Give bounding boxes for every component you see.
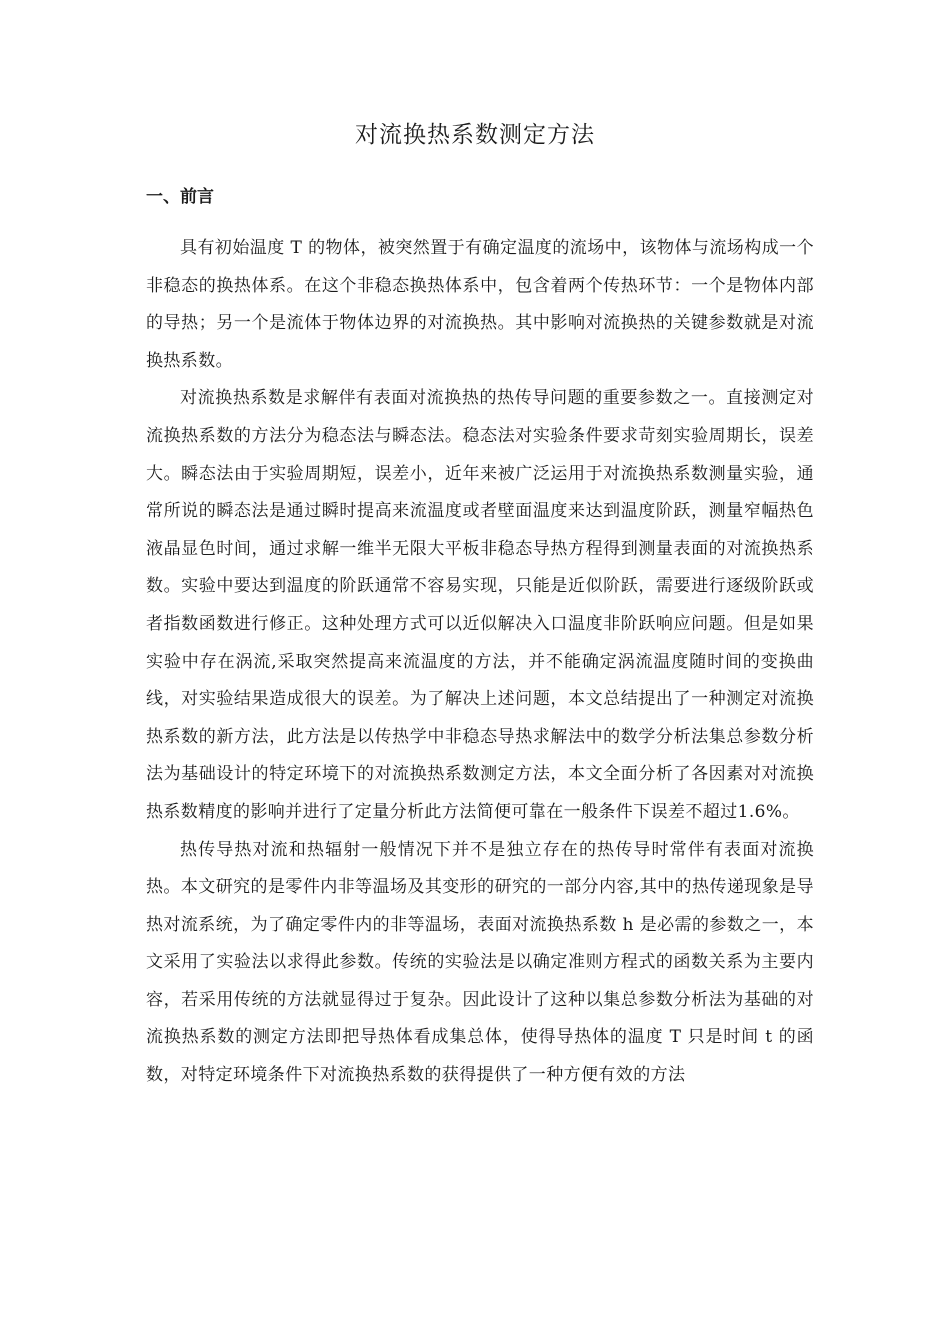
document-title: 对流换热系数测定方法 (355, 122, 595, 148)
section-heading-preface: 一、前言 (146, 187, 214, 207)
paragraph-2: 对流换热系数是求解伴有表面对流换热的热传导问题的重要参数之一。直接测定对流换热系数的方法分为稳态法与瞬态法。稳态法对实验条件要求苛刻实验周期长，误差大。瞬态法由于实验周期短，误差小，近年来被广泛运用于对流换热系数测量实验，通常所说的瞬态法是通过瞬时提高来流温度或者壁面温度来达到温度阶跃，测量窄幅热色液晶显色时间，通过求解一维半无限大平板非稳态导热方程得到测量表面的对流换热系数。实验中要达到温度的阶跃通常不容易实现，只能是近似阶跃，需要进行逐级阶跃或者指数函数进行修正。这种处理方式可以近似解决入口温度非阶跃响应问题。但是如果实验中存在涡流,采取突然提高来流温度的方法，并不能确定涡流温度随时间的变换曲线，对实验结果造成很大的误差。为了解决上述问题，本文总结提出了一种测定对流换热系数的新方法，此方法是以传热学中非稳态导热求解法中的数学分析法集总参数分析法为基础设计的特定环境下的对流换热系数测定方法，本文全面分析了各因素对对流换热系数精度的影响并进行了定量分析此方法简便可靠在一般条件下误差不超过1.6%。 (146, 388, 814, 822)
body-text (146, 230, 814, 1095)
paragraph-1: 具有初始温度 T 的物体，被突然置于有确定温度的流场中，该物体与流场构成一个非稳态的换热体系。在这个非稳态换热体系中，包含着两个传热环节：一个是物体内部的导热；另一个是流体于物体边界的对流换热。其中影响对流换热的关键参数就是对流换热系数。 (146, 238, 814, 371)
paragraph-3: 热传导热对流和热辐射一般情况下并不是独立存在的热传导时常伴有表面对流换热。本文研究的是零件内非等温场及其变形的研究的一部分内容,其中的热传递现象是导热对流系统，为了确定零件内的非等温场，表面对流换热系数 h 是必需的参数之一，本文采用了实验法以求得此参数。传统的实验法是以确定准则方程式的函数关系为主要内容，若采用传统的方法就显得过于复杂。因此设计了这种以集总参数分析法为基础的对流换热系数的测定方法即把导热体看成集总体，使得导热体的温度 T 只是时间 t 的函数，对特定环境条件下对流换热系数的获得提供了一种方便有效的方法 (146, 839, 814, 1086)
